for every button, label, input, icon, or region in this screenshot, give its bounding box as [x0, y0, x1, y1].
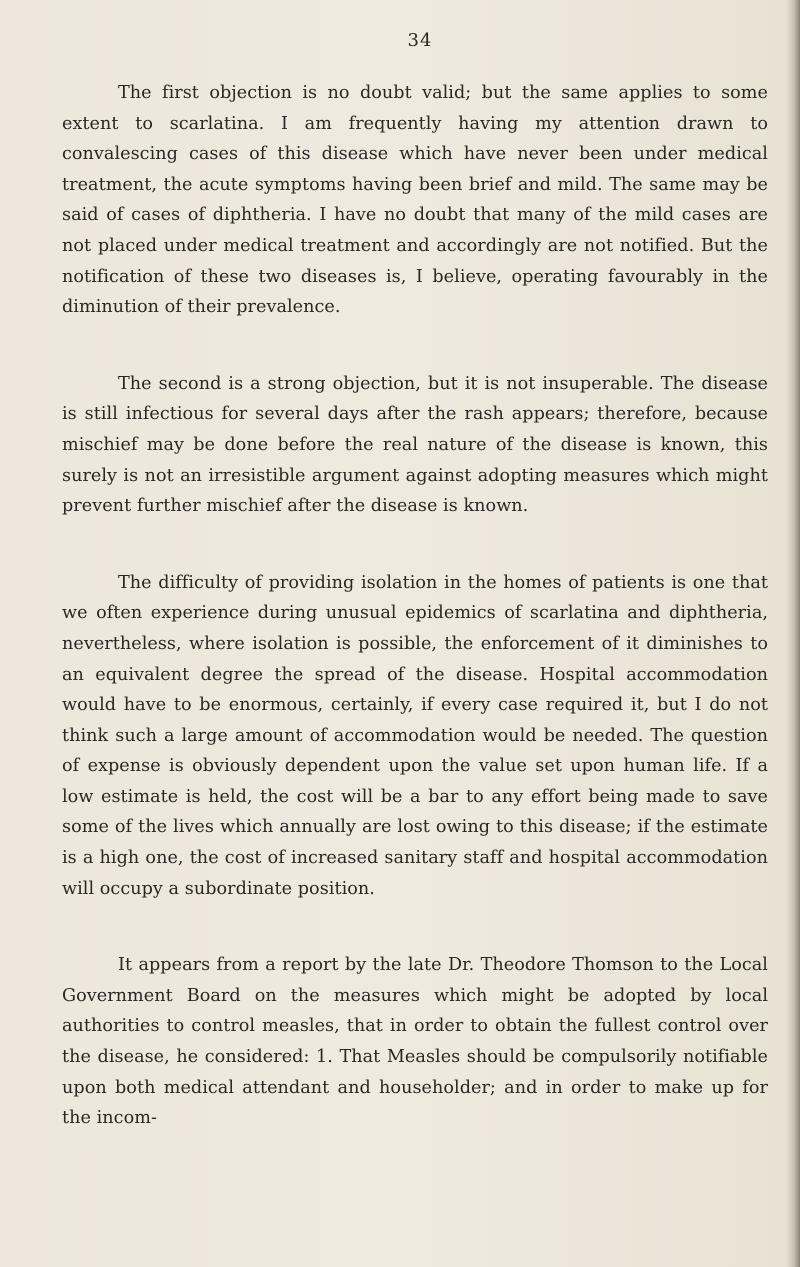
page-edge-shadow [786, 0, 800, 1267]
paragraph-isolation-difficulty: The difficulty of providing isolation in the homes of patients is one that we often experience during unusual epidemics of scarlatina and diphtheria, nevertheless, where isolation is possible, the enforcement of it diminishes to an equivalent degree the spread of the disease. Hospital accommodation would have to be enormous, certainly, if every case required it, but I do not think such a large amount of accommodation would be needed. The question of expense is obviously dependent upon the value set upon human life. If a low estimate is held, the cost will be a bar to any effort being made to save some of the lives which annually are lost owing to this disease; if the estimate is a high one, the cost of increased sanitary staff and hospital accommodation will occupy a subordinate position. [62, 572, 768, 899]
paragraph-thomson-report: It appears from a report by the late Dr. Theodore Thomson to the Local Government Board on the measures which might be adopted by local authorities to control measles, that in order to obtain the fullest control over the disease, he considered: 1. That Measles should be compulsorily notifiable upon both medical attendant and householder; and in order to make up for the incom- [62, 955, 768, 1129]
paragraph-first-objection: The first objection is no doubt valid; but the same applies to some extent to scarlatina. I am frequently having my attention drawn to convalescing cases of this disease which have never been under medical treatment, the acute symptoms having been brief and mild. The same may be said of cases of diphtheria. I have no doubt that many of the mild cases are not placed under medical treatment and accordingly are not notified. But the notification of these two diseases is, I believe, operating favourably in the diminution of their prevalence. [62, 83, 768, 318]
paragraph-second-objection: The second is a strong objection, but it is not insuperable. The disease is still infectious for several days after the rash appears; therefore, because mischief may be done before the real nature of the disease is known, this surely is not an irresistible argument against adopting measures which might prevent further mischief after the disease is known. [62, 373, 768, 517]
page-number: 34 [407, 30, 433, 51]
body-text [62, 78, 768, 1134]
